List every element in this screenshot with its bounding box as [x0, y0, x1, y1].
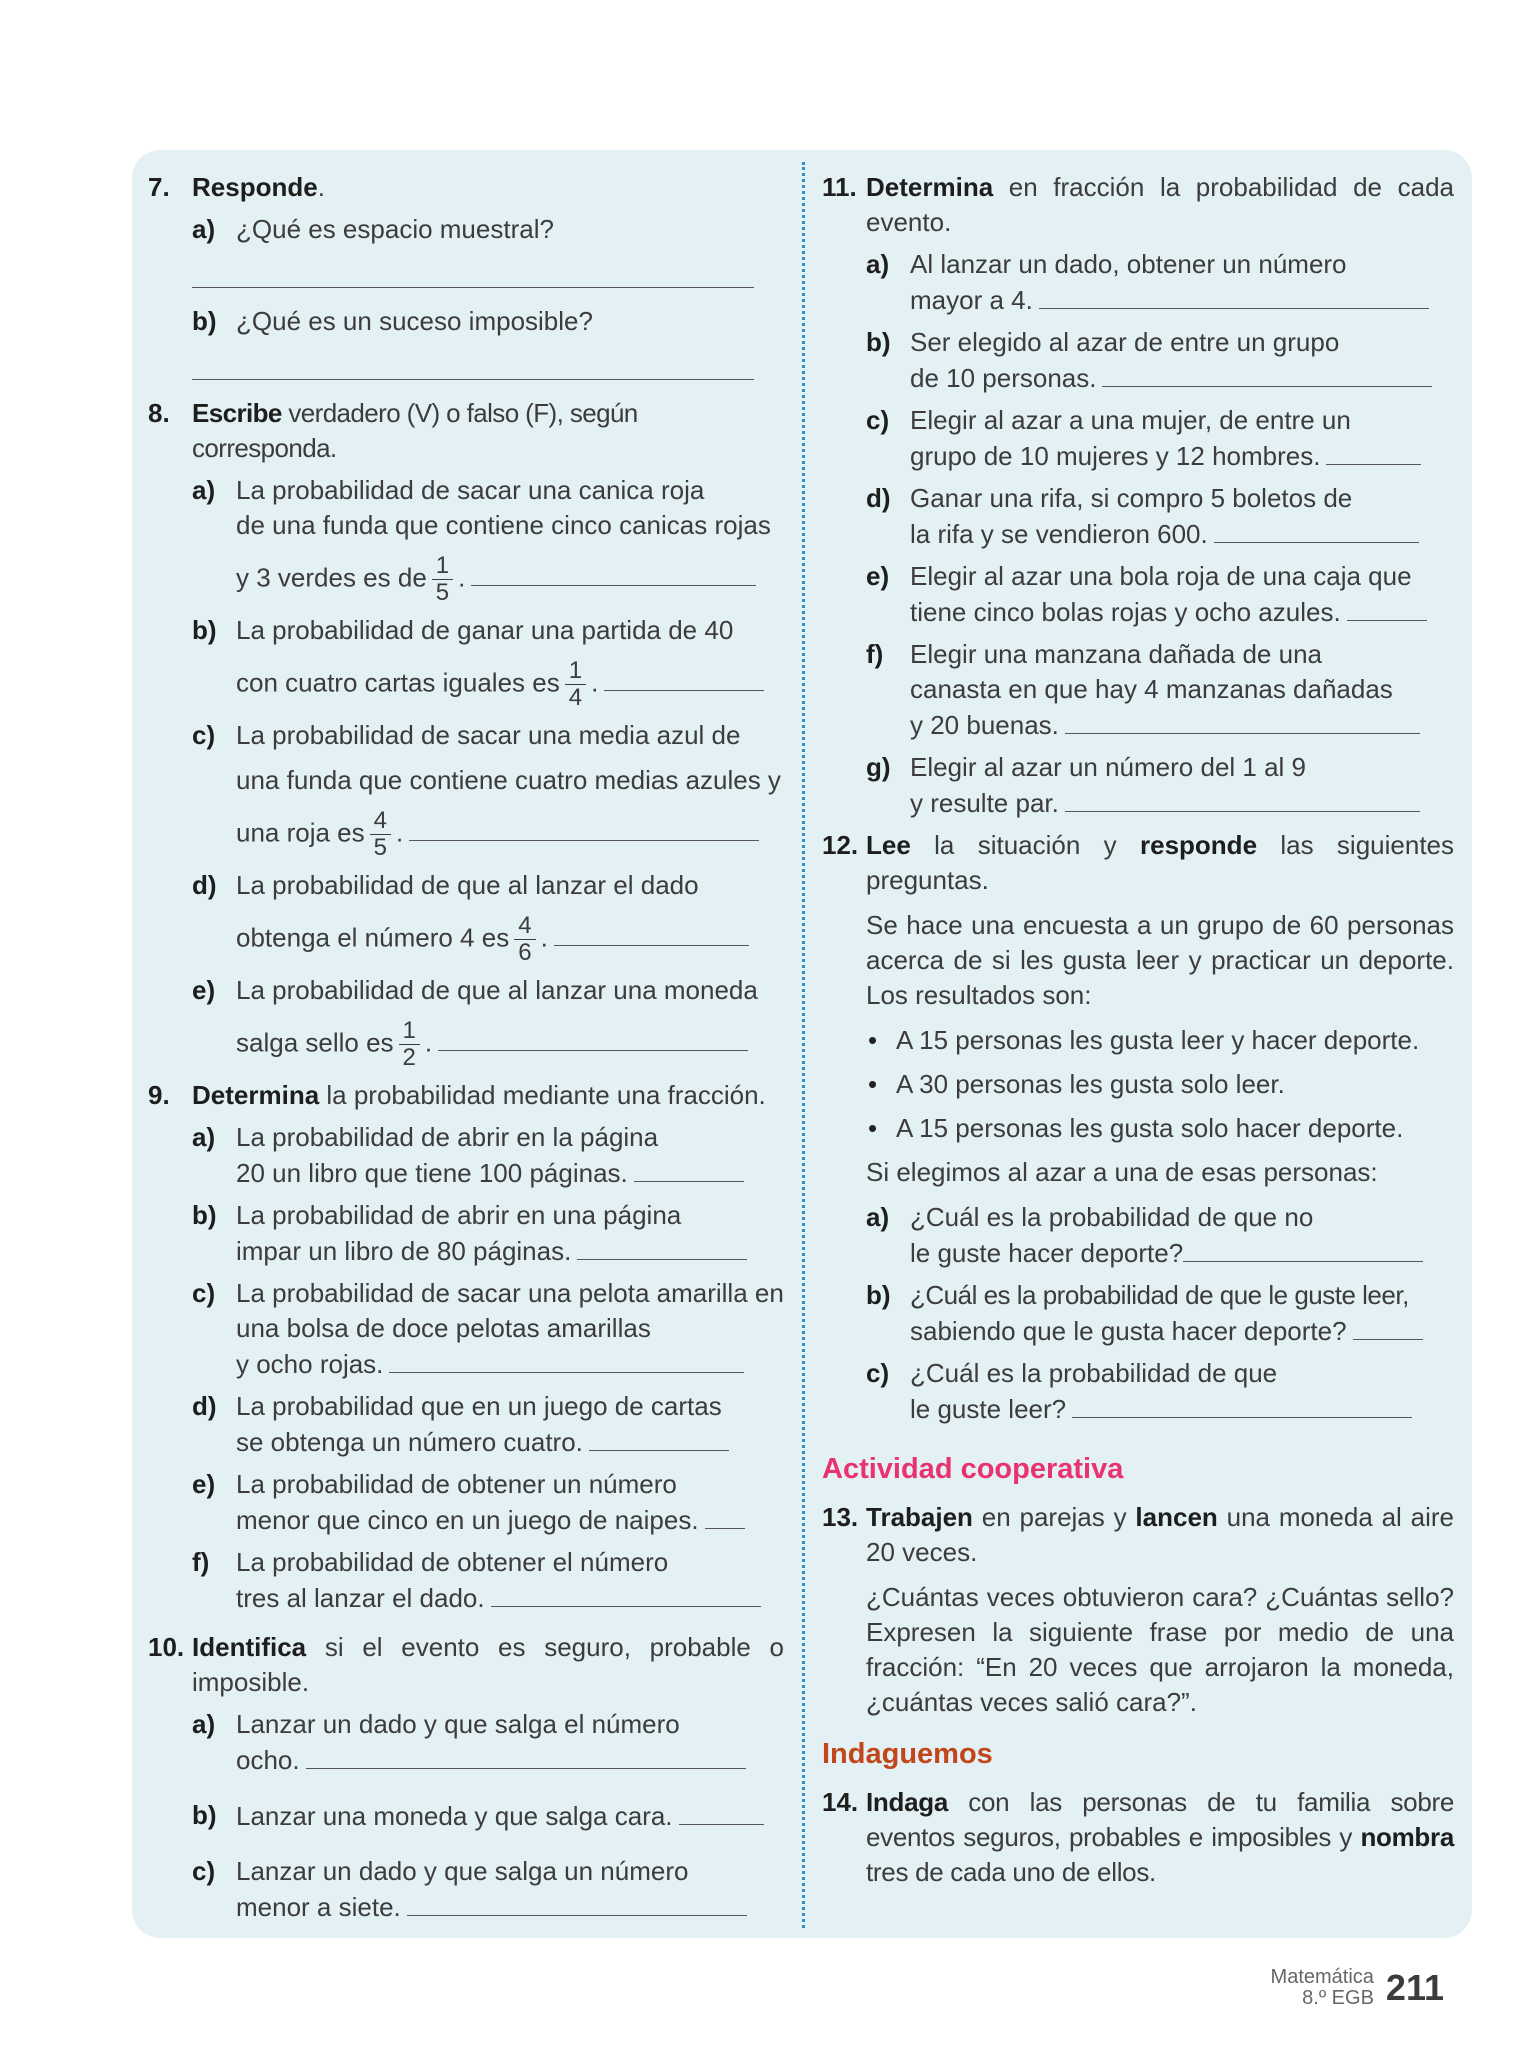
exercise-instruction: Responde.: [192, 172, 325, 202]
item-8e: e) La probabilidad de que al lanzar una moneda salga sello es $\frac{1}{2}$ .: [192, 975, 758, 1071]
answer-blank[interactable]: [589, 1424, 729, 1451]
item-11a: a) Al lanzar un dado, obtener un número mayor a 4.: [866, 247, 1454, 318]
exercise-9: 9. Determina la probabilidad mediante una fracción.: [148, 1080, 766, 1110]
item-7a: a) ¿Qué es espacio muestral?: [192, 214, 554, 244]
exercise-number: 7.: [148, 172, 170, 202]
answer-blank[interactable]: [306, 1742, 746, 1769]
item-11e: e) Elegir al azar una bola roja de una caja que tiene cinco bolas rojas y ocho azules.: [866, 559, 1454, 630]
answer-blank[interactable]: [1353, 1313, 1423, 1340]
list-item: • A 15 personas les gusta solo hacer deporte.: [866, 1111, 1454, 1146]
fraction: $\frac{4}{6}$: [514, 913, 535, 966]
item-9a: a) La probabilidad de abrir en la página 20 un libro que tiene 100 páginas.: [192, 1120, 784, 1191]
survey-paragraph: Se hace una encuesta a un grupo de 60 personas acerca de si les gusta leer y practicar un deporte. Los resultados son:: [866, 910, 1454, 1010]
column-divider: [802, 162, 805, 1928]
answer-blank[interactable]: [1214, 516, 1419, 543]
right-column: [822, 170, 1454, 1890]
item-12b: b) ¿Cuál es la probabilidad de que le guste leer, sabiendo que le gusta hacer deporte?: [866, 1278, 1454, 1349]
item-12c: c) ¿Cuál es la probabilidad de que le guste leer?: [866, 1356, 1454, 1427]
exercise-7: [148, 170, 784, 205]
item-11d: d) Ganar una rifa, si compro 5 boletos de la rifa y se vendieron 600.: [866, 481, 1454, 552]
fraction: $\frac{1}{5}$: [432, 553, 453, 606]
item-11c: c) Elegir al azar a una mujer, de entre un grupo de 10 mujeres y 12 hombres.: [866, 403, 1454, 474]
item-8a: a) La probabilidad de sacar una canica roja de una funda que contiene cinco canicas rojas y 3 verdes es de $\frac{1}{5}$ .: [192, 475, 771, 606]
item-10c: c) Lanzar un dado y que salga un número menor a siete.: [192, 1854, 784, 1925]
item-9d: d) La probabilidad que en un juego de cartas se obtenga un número cuatro.: [192, 1389, 784, 1460]
survey-intro: Si elegimos al azar a una de esas personas:: [866, 1157, 1378, 1187]
answer-blank[interactable]: [1065, 707, 1420, 734]
answer-blank[interactable]: [1183, 1235, 1423, 1262]
answer-line[interactable]: [192, 261, 754, 288]
answer-blank[interactable]: [604, 664, 764, 691]
answer-blank[interactable]: [438, 1024, 748, 1051]
footer-label: Matemática 8.º EGB: [1270, 1966, 1374, 2009]
item-11b: b) Ser elegido al azar de entre un grupo de 10 personas.: [866, 325, 1454, 396]
answer-blank[interactable]: [554, 919, 749, 946]
list-item: • A 30 personas les gusta solo leer.: [866, 1067, 1454, 1102]
exercise-12: 12. Lee la situación y responde las siguientes preguntas.: [822, 830, 1455, 895]
answer-blank[interactable]: [1347, 594, 1427, 621]
answer-blank[interactable]: [389, 1346, 744, 1373]
fraction: $\frac{1}{2}$: [399, 1018, 420, 1071]
activity-paragraph: ¿Cuántas veces obtuvieron cara? ¿Cuántas sello? Expresen la siguiente frase por medio de una fracción: “En 20 veces que arrojaron la moneda, ¿cuántas veces salió cara?”.: [866, 1582, 1454, 1717]
activity-heading: Actividad cooperativa: [822, 1453, 1124, 1485]
page-number: 211: [1385, 1967, 1444, 2008]
item-9b: b) La probabilidad de abrir en una página impar un libro de 80 páginas.: [192, 1198, 784, 1269]
answer-blank[interactable]: [1065, 785, 1420, 812]
answer-blank[interactable]: [705, 1502, 745, 1529]
list-item: • A 15 personas les gusta leer y hacer deporte.: [866, 1023, 1454, 1058]
answer-blank[interactable]: [471, 559, 756, 586]
item-10b: b) Lanzar una moneda y que salga cara.: [192, 1798, 784, 1834]
answer-blank[interactable]: [1072, 1391, 1412, 1418]
exercise-8: 8. Escribe verdadero (V) o falso (F), según corresponda.: [148, 398, 638, 463]
exercise-10: 10. Identifica si el evento es seguro, probable o imposible.: [148, 1632, 784, 1697]
item-11f: f) Elegir una manzana dañada de una canasta en que hay 4 manzanas dañadas y 20 buenas.: [866, 637, 1454, 743]
inquiry-heading: Indaguemos: [822, 1738, 993, 1770]
item-12a: a) ¿Cuál es la probabilidad de que no le guste hacer deporte?: [866, 1200, 1454, 1271]
left-column: [148, 170, 784, 1932]
answer-blank[interactable]: [634, 1155, 744, 1182]
fraction: $\frac{4}{5}$: [370, 808, 391, 861]
answer-blank[interactable]: [1039, 282, 1429, 309]
answer-blank[interactable]: [1102, 360, 1432, 387]
item-8b: b) La probabilidad de ganar una partida de 40 con cuatro cartas iguales es $\frac{1}{4}$ .: [192, 613, 784, 711]
item-9c: c) La probabilidad de sacar una pelota amarilla en una bolsa de doce pelotas amarillas y ocho rojas.: [192, 1278, 784, 1379]
exercise-14: 14. Indaga con las personas de tu familia sobre eventos seguros, probables e imposibles y nombra tres de cada uno de ellos.: [822, 1787, 1454, 1887]
answer-blank[interactable]: [679, 1798, 764, 1825]
answer-blank[interactable]: [1326, 438, 1421, 465]
exercise-13: 13. Trabajen en parejas y lancen una moneda al aire 20 veces.: [822, 1502, 1455, 1567]
item-8c: c) La probabilidad de sacar una media azul de una funda que contiene cuatro medias azules y una roja es $\frac{4}{5}$ .: [192, 720, 781, 861]
survey-results-list: [866, 1023, 1454, 1146]
item-11g: g) Elegir al azar un número del 1 al 9 y resulte par.: [866, 750, 1454, 821]
answer-blank[interactable]: [491, 1580, 761, 1607]
answer-blank[interactable]: [409, 814, 759, 841]
item-10a: a) Lanzar un dado y que salga el número ocho.: [192, 1707, 784, 1778]
answer-blank[interactable]: [407, 1889, 747, 1916]
item-8d: d) La probabilidad de que al lanzar el dado obtenga el número 4 es $\frac{4}{6}$ .: [192, 868, 784, 966]
item-9f: f) La probabilidad de obtener el número tres al lanzar el dado.: [192, 1545, 784, 1616]
answer-line[interactable]: [192, 353, 754, 380]
answer-blank[interactable]: [577, 1233, 747, 1260]
page-footer: [1271, 1967, 1444, 2009]
fraction: $\frac{1}{4}$: [565, 658, 586, 711]
item-7b: b) ¿Qué es un suceso imposible?: [192, 306, 593, 336]
exercise-11: 11. Determina en fracción la probabilidad de cada evento.: [822, 172, 1454, 237]
item-9e: e) La probabilidad de obtener un número menor que cinco en un juego de naipes.: [192, 1467, 784, 1538]
